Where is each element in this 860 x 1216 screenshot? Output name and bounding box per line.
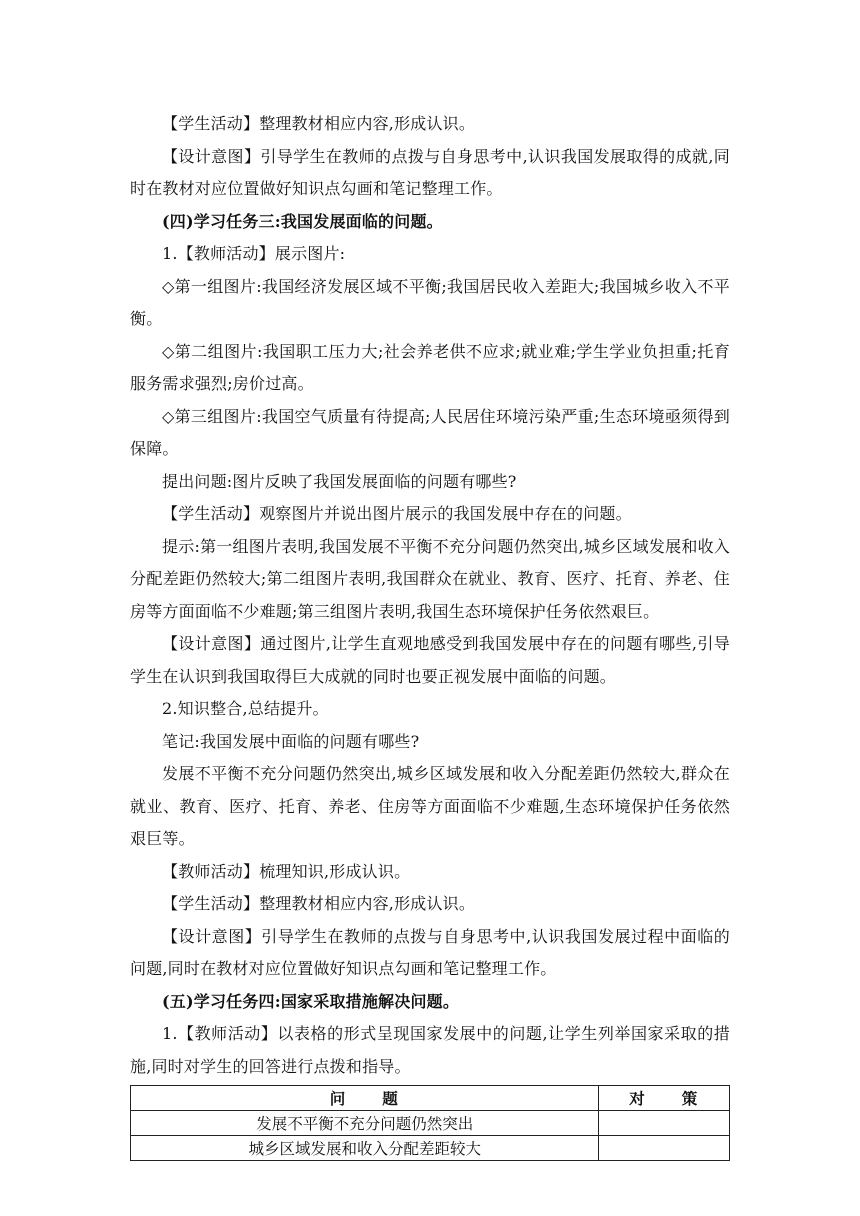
paragraph: 提示:第一组图片表明,我国发展不平衡不充分问题仍然突出,城乡区域发展和收入分配差距仍然较大;第二组图片表明,我国群众在就业、教育、医疗、托育、养老、住房等方面面临不少难题;第三组图片表明,我国生态环境保护任务依然艰巨。 xyxy=(130,536,730,621)
table-row xyxy=(131,1136,730,1161)
table-header-row xyxy=(131,1086,730,1111)
problem-cell: 城乡区域发展和收入分配差距较大 xyxy=(131,1136,599,1161)
paragraph: ◇第一组图片:我国经济发展区域不平衡;我国居民收入差距大;我国城乡收入不平衡。 xyxy=(130,276,730,328)
paragraph: 【设计意图】引导学生在教师的点拨与自身思考中,认识我国发展取得的成就,同时在教材对应位置做好知识点勾画和笔记整理工作。 xyxy=(130,146,730,198)
problem-cell: 发展不平衡不充分问题仍然突出 xyxy=(131,1111,599,1136)
paragraph: 【学生活动】整理教材相应内容,形成认识。 xyxy=(162,114,476,133)
paragraph: ◇第三组图片:我国空气质量有待提高;人民居住环境污染严重;生态环境亟须得到保障。 xyxy=(130,406,730,458)
paragraph: 1.【教师活动】以表格的形式呈现国家发展中的问题,让学生列举国家采取的措施,同时对学生的回答进行点拨和指导。 xyxy=(130,1024,730,1076)
paragraph: 【学生活动】整理教材相应内容,形成认识。 xyxy=(162,894,476,913)
document-page xyxy=(130,108,730,1161)
paragraph: 【教师活动】梳理知识,形成认识。 xyxy=(162,861,411,881)
measure-cell xyxy=(599,1136,730,1161)
paragraph: 笔记:我国发展中面临的问题有哪些? xyxy=(162,731,420,751)
section-heading: (五)学习任务四:国家采取措施解决问题。 xyxy=(162,991,460,1011)
header-measure: 对 策 xyxy=(599,1086,730,1111)
paragraph: 提出问题:图片反映了我国发展面临的问题有哪些? xyxy=(162,471,517,491)
section-heading: (四)学习任务三:我国发展面临的问题。 xyxy=(162,211,443,231)
paragraph: 【学生活动】观察图片并说出图片展示的我国发展中存在的问题。 xyxy=(162,504,632,523)
table-row xyxy=(131,1111,730,1136)
header-problem: 问 题 xyxy=(131,1086,599,1111)
paragraph: ◇第二组图片:我国职工压力大;社会养老供不应求;就业难;学生学业负担重;托育服务需求强烈;房价过高。 xyxy=(130,341,730,393)
body-text xyxy=(130,108,730,1083)
paragraph: 发展不平衡不充分问题仍然突出,城乡区域发展和收入分配差距仍然较大,群众在就业、教育、医疗、托育、养老、住房等方面面临不少难题,生态环境保护任务依然艰巨等。 xyxy=(130,764,730,848)
paragraph: 2.知识整合,总结提升。 xyxy=(162,699,329,718)
measure-cell xyxy=(599,1111,730,1136)
paragraph: 1.【教师活动】展示图片: xyxy=(162,244,346,263)
problem-measure-table xyxy=(130,1085,730,1161)
paragraph: 【设计意图】通过图片,让学生直观地感受到我国发展中存在的问题有哪些,引导学生在认识到我国取得巨大成就的同时也要正视发展中面临的问题。 xyxy=(130,634,730,686)
paragraph: 【设计意图】引导学生在教师的点拨与自身思考中,认识我国发展过程中面临的问题,同时在教材对应位置做好知识点勾画和笔记整理工作。 xyxy=(130,926,730,978)
